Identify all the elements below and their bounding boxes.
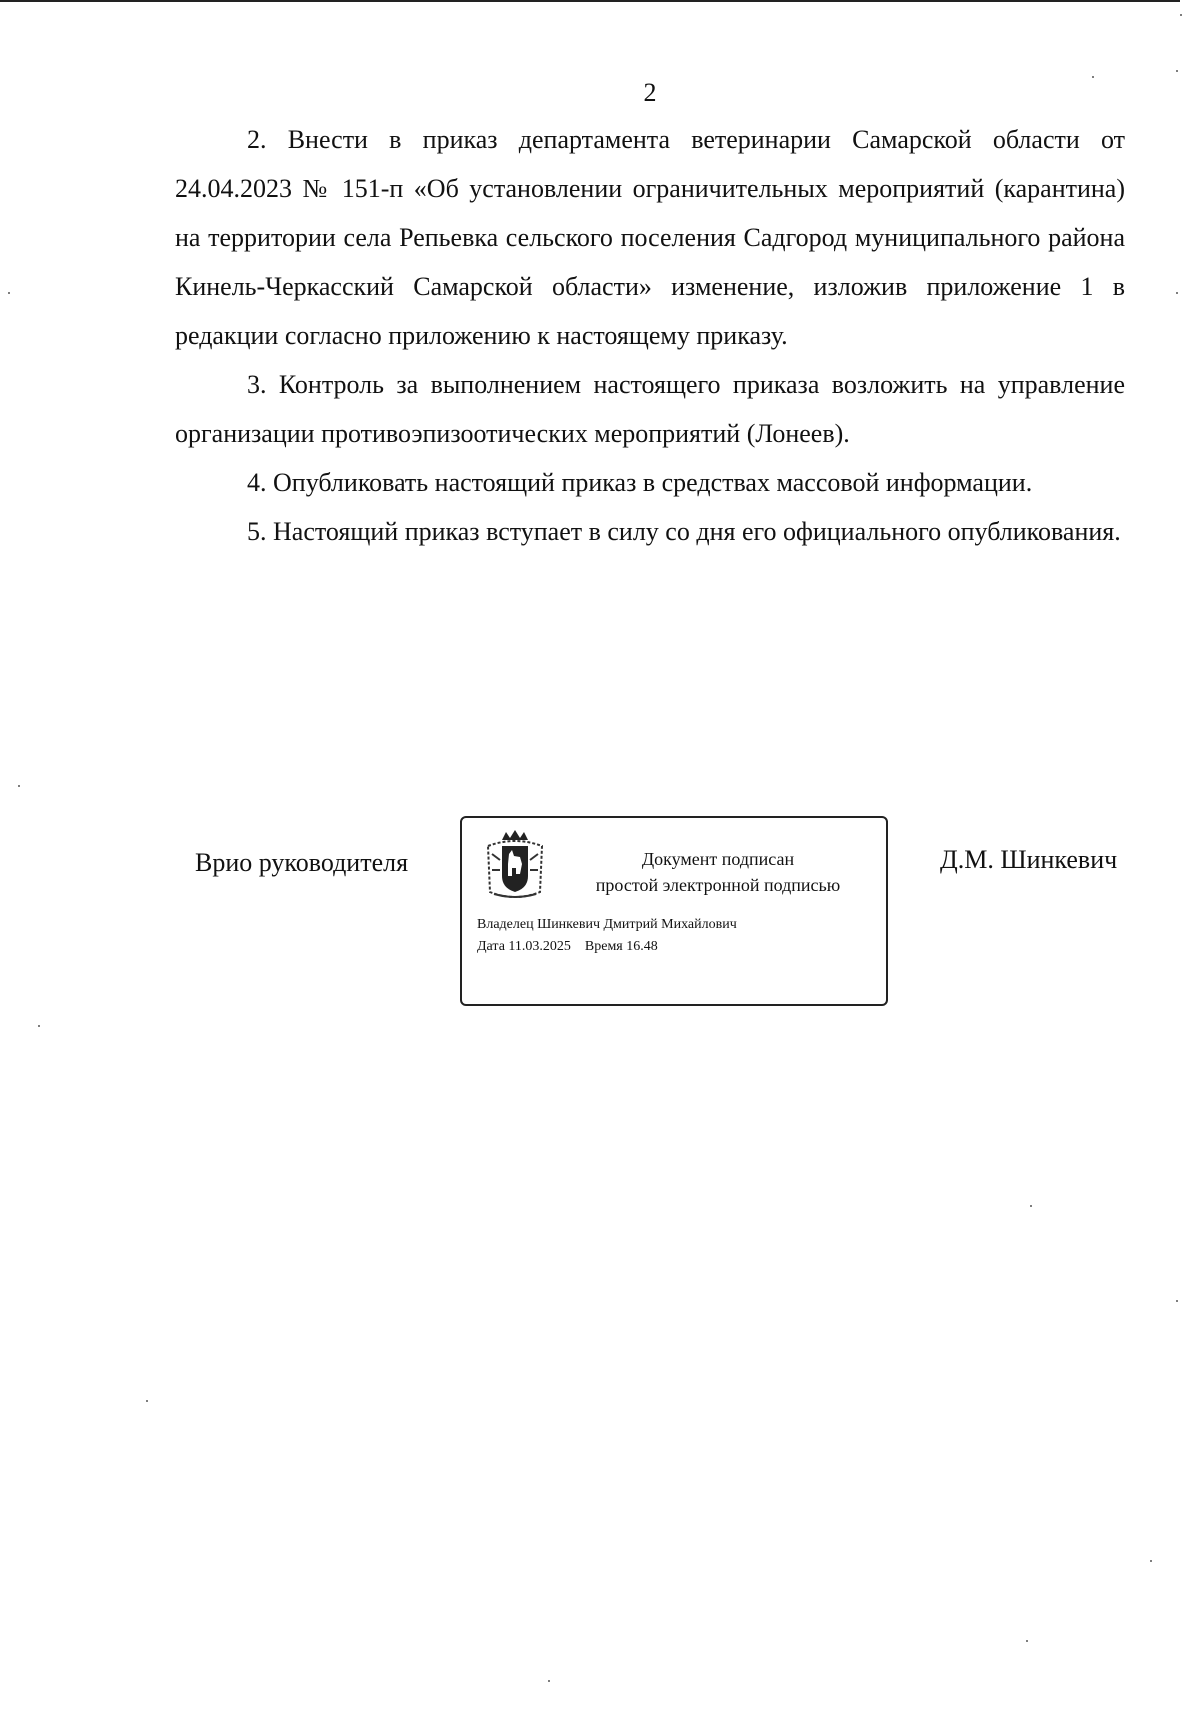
stamp-time: Время 16.48 <box>584 939 658 954</box>
stamp-datetime <box>477 936 737 958</box>
scan-speck <box>1176 292 1178 294</box>
paragraph-item-2: 2. Внести в приказ департамента ветеринарии Самарской области от 24.04.2023 № 151-п «Об установлении ограничительных мероприятий (карантина) на территории села Репьевка сельского поселения Садгород муниципального района Кинель-Черкасский Самарской области» изменение, изложив приложение 1 в редакции согласно приложению к настоящему приказу. <box>175 125 1125 350</box>
scan-speck <box>1180 14 1182 16</box>
signer-name: Д.М. Шинкевич <box>940 845 1118 874</box>
paragraph-item-4: 4. Опубликовать настоящий приказ в средствах массовой информации. <box>247 468 1033 497</box>
scan-speck <box>1150 1560 1152 1562</box>
top-border-line <box>0 0 1180 2</box>
paragraph-item-3: 3. Контроль за выполнением настоящего приказа возложить на управление организации противоэпизоотических мероприятий (Лонеев). <box>175 370 1125 448</box>
scan-speck <box>1176 70 1178 72</box>
scan-speck <box>1176 1300 1178 1302</box>
stamp-heading <box>558 846 878 898</box>
stamp-date: Дата 11.03.2025 <box>477 939 571 954</box>
samara-coat-of-arms-icon <box>482 830 548 902</box>
stamp-details <box>477 914 737 958</box>
scan-speck <box>548 1680 550 1682</box>
scan-speck <box>146 1400 148 1402</box>
document-body <box>175 115 1125 556</box>
signer-position: Врио руководителя <box>195 848 409 877</box>
stamp-owner: Владелец Шинкевич Дмитрий Михайлович <box>477 917 737 932</box>
scan-speck <box>38 1025 40 1027</box>
page-number: 2 <box>643 78 657 107</box>
scan-speck <box>1026 1640 1028 1642</box>
scan-speck <box>18 785 20 787</box>
stamp-heading-line2: простой электронной подписью <box>595 875 841 895</box>
paragraph-item-5: 5. Настоящий приказ вступает в силу со дня его официального опубликования. <box>247 517 1121 546</box>
stamp-heading-line1: Документ подписан <box>641 849 795 869</box>
scan-speck <box>1030 1205 1032 1207</box>
scan-speck <box>1092 76 1094 78</box>
electronic-signature-stamp <box>460 816 888 1006</box>
scan-speck <box>8 292 10 294</box>
